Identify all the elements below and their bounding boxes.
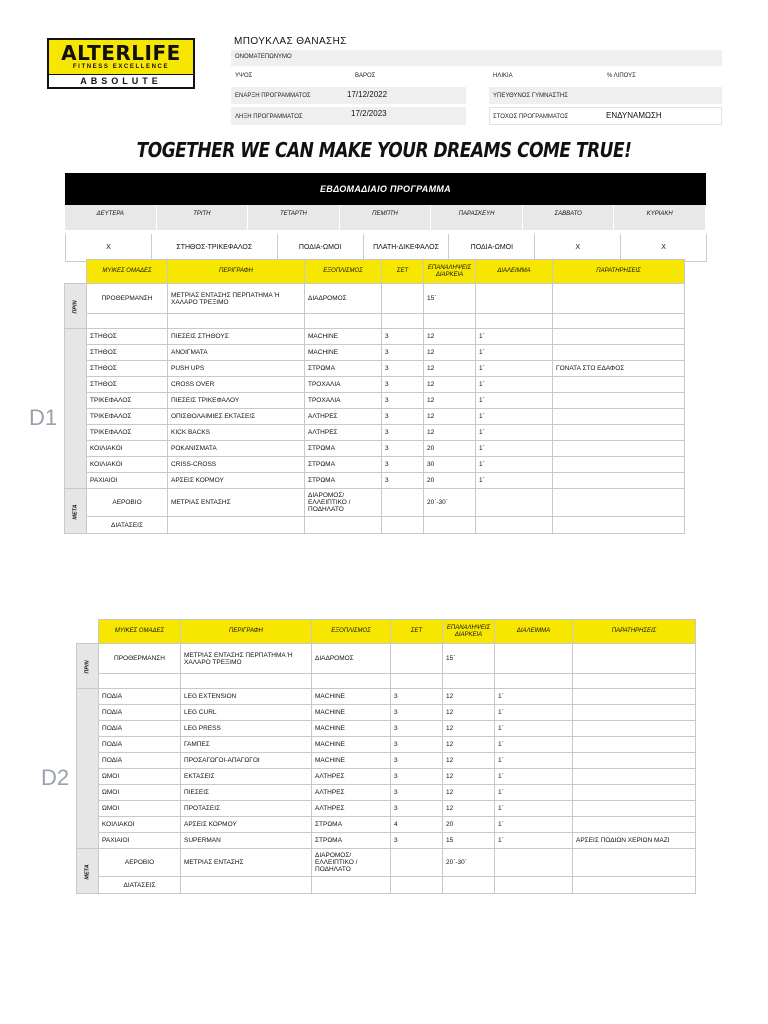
cell-sets: 3 — [382, 361, 424, 377]
table-row — [65, 517, 685, 534]
cell-equipment — [312, 877, 391, 894]
cell-sets: 3 — [391, 801, 443, 817]
cell-equipment: MACHINE — [305, 329, 382, 345]
table-row — [65, 329, 685, 345]
cell-rest: 1΄ — [476, 377, 553, 393]
cell-sets: 3 — [382, 393, 424, 409]
weekly-title: ΕΒΔΟΜΑΔΙΑΙΟ ΠΡΟΓΡΑΜΜΑ — [65, 173, 706, 205]
phase-label-text: ΜΕΤΑ — [84, 863, 91, 880]
start-label: ΕΝΑΡΞΗ ΠΡΟΓΡΑΜΜΑΤΟΣ — [235, 93, 311, 99]
cell-description: LEG PRESS — [181, 721, 312, 737]
cell-sets: 3 — [391, 737, 443, 753]
cell-description: ΡΟΚΑΝΙΣΜΑΤΑ — [168, 441, 305, 457]
cell-equipment: ΣΤΡΩΜΑ — [305, 457, 382, 473]
day-sunday: ΚΥΡΙΑΚΗ — [614, 205, 706, 230]
cell-rest — [476, 517, 553, 534]
empty-cell — [305, 314, 382, 329]
table-row — [65, 473, 685, 489]
table-row — [65, 489, 685, 517]
cell-description: LEG CURL — [181, 705, 312, 721]
cell-equipment: ΔΙΑΡΟΜΟΣ/ ΕΛΛΕΙΠΤΙΚΟ / ΠΟΔΗΛΑΤΟ — [312, 849, 391, 877]
table-row — [77, 833, 696, 849]
cell-notes — [573, 849, 696, 877]
cell-sets: 3 — [382, 377, 424, 393]
table-row — [65, 377, 685, 393]
cell-notes — [553, 329, 685, 345]
cell-rest: 1΄ — [495, 817, 573, 833]
value-tuesday: ΣΤΗΘΟΣ-ΤΡΙΚΕΦΑΛΟΣ — [151, 234, 278, 262]
table-header-row — [77, 620, 696, 644]
cell-sets: 3 — [382, 409, 424, 425]
cell-reps: 12 — [443, 785, 495, 801]
name-bar — [231, 50, 722, 66]
cell-sets — [391, 644, 443, 674]
cell-muscle-group: ΚΟΙΛΙΑΚΟΙ — [87, 457, 168, 473]
cell-muscle-group: ΑΕΡΟΒΙΟ — [99, 849, 181, 877]
cell-notes — [553, 425, 685, 441]
empty-cell — [87, 314, 168, 329]
cell-rest: 1΄ — [495, 769, 573, 785]
cell-reps: 12 — [443, 689, 495, 705]
empty-cell — [168, 314, 305, 329]
value-monday: Χ — [65, 234, 152, 262]
value-friday: ΠΟΔΙΑ-ΩΜΟΙ — [448, 234, 535, 262]
cell-sets: 3 — [391, 689, 443, 705]
header-sets: ΣΕΤ — [391, 620, 443, 644]
day-friday: ΠΑΡΑΣΚΕΥΗ — [431, 205, 523, 230]
cell-equipment: ΣΤΡΩΜΑ — [312, 833, 391, 849]
empty-cell — [424, 314, 476, 329]
cell-description: ΕΚΤΑΣΕΙΣ — [181, 769, 312, 785]
header-equipment: ΕΞΟΠΛΙΣΜΟΣ — [305, 260, 382, 284]
cell-rest — [476, 284, 553, 314]
brand-logo — [47, 38, 195, 89]
cell-notes — [553, 393, 685, 409]
cell-notes — [553, 441, 685, 457]
cell-equipment: ΔΙΑΔΡΟΜΟΣ — [312, 644, 391, 674]
cell-reps: 12 — [443, 801, 495, 817]
day-wednesday: ΤΕΤΑΡΤΗ — [248, 205, 340, 230]
empty-cell — [382, 314, 424, 329]
cell-reps: 12 — [443, 753, 495, 769]
header-notes: ΠΑΡΑΤΗΡΗΣΕΙΣ — [573, 620, 696, 644]
cell-description: ΑΡΣΕΙΣ ΚΟΡΜΟΥ — [181, 817, 312, 833]
table-row — [77, 849, 696, 877]
cell-reps: 15 — [443, 833, 495, 849]
cell-equipment: ΤΡΟΧΑΛΙΑ — [305, 377, 382, 393]
cell-sets: 3 — [391, 785, 443, 801]
cell-rest: 1΄ — [476, 409, 553, 425]
table-row — [77, 817, 696, 833]
cell-notes — [553, 489, 685, 517]
cell-description — [168, 517, 305, 534]
cell-equipment: ΑΛΤΗΡΕΣ — [305, 425, 382, 441]
cell-rest: 1΄ — [495, 801, 573, 817]
goal-value: ΕΝΔΥΝΑΜΩΣΗ — [606, 111, 662, 120]
table-row — [65, 393, 685, 409]
empty-cell — [391, 674, 443, 689]
table-row — [77, 644, 696, 674]
cell-muscle-group: ΩΜΟΙ — [99, 785, 181, 801]
cell-muscle-group: ΠΡΟΘΕΡΜΑΝΣΗ — [87, 284, 168, 314]
empty-cell — [181, 674, 312, 689]
header-spacer — [77, 620, 99, 644]
cell-muscle-group: ΣΤΗΘΟΣ — [87, 377, 168, 393]
day-tuesday: ΤΡΙΤΗ — [157, 205, 249, 230]
cell-description: SUPERMAN — [181, 833, 312, 849]
cell-muscle-group: ΔΙΑΤΑΣΕΙΣ — [87, 517, 168, 534]
cell-muscle-group: ΩΜΟΙ — [99, 769, 181, 785]
empty-cell — [443, 674, 495, 689]
table-row — [77, 737, 696, 753]
cell-rest: 1΄ — [495, 705, 573, 721]
cell-description: ΠΡΟΣΑΓΩΓΟΙ-ΑΠΑΓΩΓΟΙ — [181, 753, 312, 769]
cell-rest: 1΄ — [495, 737, 573, 753]
cell-equipment: MACHINE — [305, 345, 382, 361]
cell-notes — [573, 689, 696, 705]
day-saturday: ΣΑΒΒΑΤΟ — [523, 205, 615, 230]
cell-muscle-group: ΠΡΟΘΕΡΜΑΝΣΗ — [99, 644, 181, 674]
cell-sets — [382, 489, 424, 517]
cell-description: LEG EXTENSION — [181, 689, 312, 705]
cell-equipment: ΣΤΡΩΜΑ — [305, 441, 382, 457]
cell-rest: 1΄ — [495, 753, 573, 769]
day2-label: D2 — [41, 765, 70, 790]
cell-reps: 12 — [424, 425, 476, 441]
cell-reps: 30 — [424, 457, 476, 473]
day1-program-table — [64, 259, 685, 534]
end-label: ΛΗΞΗ ΠΡΟΓΡΑΜΜΑΤΟΣ — [235, 114, 303, 120]
cell-rest: 1΄ — [476, 329, 553, 345]
cell-notes — [573, 705, 696, 721]
cell-equipment: ΣΤΡΩΜΑ — [305, 361, 382, 377]
cell-description: ΜΕΤΡΙΑΣ ΕΝΤΑΣΗΣ — [168, 489, 305, 517]
cell-rest: 1΄ — [476, 345, 553, 361]
cell-sets — [391, 849, 443, 877]
phase-label-pre — [65, 284, 87, 329]
cell-rest: 1΄ — [476, 361, 553, 377]
cell-description: ΠΡΟΤΑΣΕΙΣ — [181, 801, 312, 817]
start-value: 17/12/2022 — [347, 90, 388, 99]
cell-sets: 3 — [391, 705, 443, 721]
table-row — [77, 705, 696, 721]
client-name: ΜΠΟΥΚΛΑΣ ΘΑΝΑΣΗΣ — [234, 36, 347, 47]
cell-description: ΑΝΟΙΓΜΑΤΑ — [168, 345, 305, 361]
cell-sets — [382, 284, 424, 314]
phase-label-post — [77, 849, 99, 894]
cell-notes — [573, 644, 696, 674]
cell-rest: 1΄ — [476, 393, 553, 409]
cell-muscle-group: ΠΟΔΙΑ — [99, 737, 181, 753]
cell-equipment: MACHINE — [312, 689, 391, 705]
cell-reps: 12 — [424, 409, 476, 425]
cell-reps: 20΄-30΄ — [443, 849, 495, 877]
cell-description: ΠΙΕΣΕΙΣ — [181, 785, 312, 801]
cell-equipment: ΑΛΤΗΡΕΣ — [312, 769, 391, 785]
cell-notes — [573, 817, 696, 833]
cell-reps: 20 — [424, 473, 476, 489]
table-row-empty — [65, 314, 685, 329]
cell-notes — [553, 409, 685, 425]
cell-equipment: ΑΛΤΗΡΕΣ — [312, 785, 391, 801]
table-row-empty — [77, 674, 696, 689]
fat-label: % ΛΙΠΟΥΣ — [607, 73, 636, 79]
cell-description: CROSS OVER — [168, 377, 305, 393]
name-label: ΟΝΟΜΑΤΕΠΩΝΥΜΟ — [235, 54, 292, 60]
cell-notes — [553, 457, 685, 473]
cell-rest: 1΄ — [495, 721, 573, 737]
cell-notes — [553, 517, 685, 534]
motto: TOGETHER WE CAN MAKE YOUR DREAMS COME TRUE! — [136, 139, 632, 163]
table-row — [77, 785, 696, 801]
cell-reps: 12 — [424, 329, 476, 345]
table-row — [77, 877, 696, 894]
cell-rest: 1΄ — [495, 785, 573, 801]
cell-description: CRISS-CROSS — [168, 457, 305, 473]
header-notes: ΠΑΡΑΤΗΡΗΣΕΙΣ — [553, 260, 685, 284]
phase-label-main — [77, 689, 99, 849]
cell-muscle-group: ΣΤΗΘΟΣ — [87, 361, 168, 377]
table-row — [65, 457, 685, 473]
height-weight-bar — [231, 70, 466, 84]
value-wednesday: ΠΟΔΙΑ-ΩΜΟΙ — [277, 234, 364, 262]
table-row — [77, 753, 696, 769]
cell-rest: 1΄ — [476, 457, 553, 473]
value-thursday: ΠΛΑΤΗ-ΔΙΚΕΦΑΛΟΣ — [363, 234, 450, 262]
cell-reps: 20΄-30΄ — [424, 489, 476, 517]
cell-reps: 12 — [443, 705, 495, 721]
table-row — [65, 441, 685, 457]
table-header-row — [65, 260, 685, 284]
weight-label: ΒΑΡΟΣ — [355, 73, 376, 79]
cell-notes: ΑΡΣΕΙΣ ΠΟΔΙΩΝ ΧΕΡΙΩΝ ΜΑΖΙ — [573, 833, 696, 849]
header-muscle-groups: ΜΥΙΚΕΣ ΟΜΑΔΕΣ — [99, 620, 181, 644]
empty-cell — [573, 674, 696, 689]
cell-equipment: ΑΛΤΗΡΕΣ — [312, 801, 391, 817]
age-label: ΗΛΙΚΙΑ — [493, 73, 513, 79]
logo-name: ALTERLIFE — [61, 41, 181, 65]
cell-notes: ΓΟΝΑΤΑ ΣΤΟ ΕΔΑΦΟΣ — [553, 361, 685, 377]
cell-sets: 3 — [382, 345, 424, 361]
value-sunday: Χ — [620, 234, 707, 262]
height-label: ΥΨΟΣ — [235, 73, 253, 79]
cell-equipment: ΔΙΑΔΡΟΜΟΣ — [305, 284, 382, 314]
cell-reps: 15΄ — [424, 284, 476, 314]
cell-sets: 3 — [391, 769, 443, 785]
cell-sets — [391, 877, 443, 894]
cell-description: ΜΕΤΡΙΑΣ ΕΝΤΑΣΗΣ — [181, 849, 312, 877]
cell-notes — [553, 377, 685, 393]
cell-muscle-group: ΠΟΔΙΑ — [99, 753, 181, 769]
cell-rest: 1΄ — [495, 833, 573, 849]
empty-cell — [312, 674, 391, 689]
phase-label-text: ΠΡΙΝ — [72, 299, 79, 314]
table-row — [77, 801, 696, 817]
cell-muscle-group: ΚΟΙΛΙΑΚΟΙ — [87, 441, 168, 457]
logo-tagline: FITNESS EXCELLENCE — [72, 64, 170, 70]
cell-notes — [573, 737, 696, 753]
header-equipment: ΕΞΟΠΛΙΣΜΟΣ — [312, 620, 391, 644]
cell-equipment — [305, 517, 382, 534]
cell-description: PUSH UPS — [168, 361, 305, 377]
header-rest: ΔΙΑΛΕΙΜΜΑ — [476, 260, 553, 284]
cell-sets: 3 — [382, 329, 424, 345]
cell-muscle-group: ΩΜΟΙ — [99, 801, 181, 817]
cell-equipment: ΤΡΟΧΑΛΙΑ — [305, 393, 382, 409]
table-row — [77, 689, 696, 705]
cell-rest — [495, 877, 573, 894]
cell-rest: 1΄ — [476, 441, 553, 457]
cell-muscle-group: ΠΟΔΙΑ — [99, 721, 181, 737]
day2-program-table — [76, 619, 696, 894]
goal-label: ΣΤΟΧΟΣ ΠΡΟΓΡΑΜΜΑΤΟΣ — [493, 114, 569, 120]
cell-muscle-group: ΑΕΡΟΒΙΟ — [87, 489, 168, 517]
weekly-days-row — [65, 205, 706, 230]
cell-reps — [443, 877, 495, 894]
cell-reps: 20 — [443, 817, 495, 833]
cell-muscle-group: ΡΑΧΙΑΙΟΙ — [99, 833, 181, 849]
table-row — [65, 409, 685, 425]
weekly-values-row — [65, 234, 706, 262]
cell-equipment: MACHINE — [312, 737, 391, 753]
cell-notes — [573, 721, 696, 737]
cell-reps: 12 — [424, 361, 476, 377]
empty-cell — [553, 314, 685, 329]
cell-description: ΟΠΙΣΘΟΛΑΙΜΙΕΣ ΕΚΤΑΣΕΙΣ — [168, 409, 305, 425]
day1-label: D1 — [29, 405, 58, 430]
cell-reps: 12 — [424, 393, 476, 409]
cell-reps: 12 — [424, 345, 476, 361]
cell-sets: 3 — [382, 473, 424, 489]
cell-equipment: MACHINE — [312, 721, 391, 737]
cell-description: ΓΑΜΠΕΣ — [181, 737, 312, 753]
cell-notes — [573, 769, 696, 785]
cell-notes — [573, 753, 696, 769]
header-reps: ΕΠΑΝΑΛΗΨΕΙΣ ΔΙΑΡΚΕΙΑ — [443, 620, 495, 644]
cell-muscle-group: ΤΡΙΚΕΦΑΛΟΣ — [87, 409, 168, 425]
cell-equipment: MACHINE — [312, 753, 391, 769]
table-row — [77, 769, 696, 785]
phase-label-text: ΜΕΤΑ — [72, 503, 79, 520]
day-monday: ΔΕΥΤΕΡΑ — [65, 205, 157, 230]
cell-reps — [424, 517, 476, 534]
phase-label-text: ΠΡΙΝ — [84, 659, 91, 674]
value-saturday: Χ — [534, 234, 621, 262]
cell-description: KICK BACKS — [168, 425, 305, 441]
cell-muscle-group: ΣΤΗΘΟΣ — [87, 329, 168, 345]
table-row — [65, 284, 685, 314]
cell-muscle-group: ΠΟΔΙΑ — [99, 689, 181, 705]
cell-description: ΠΙΕΣΕΙΣ ΤΡΙΚΕΦΑΛΟΥ — [168, 393, 305, 409]
table-row — [65, 345, 685, 361]
cell-reps: 12 — [443, 721, 495, 737]
cell-description: ΜΕΤΡΙΑΣ ΕΝΤΑΣΗΣ ΠΕΡΠΑΤΗΜΑ Ή ΧΑΛΑΡΟ ΤΡΕΞΙΜΟ — [168, 284, 305, 314]
cell-equipment: ΣΤΡΩΜΑ — [305, 473, 382, 489]
cell-rest: 1΄ — [476, 473, 553, 489]
header-sets: ΣΕΤ — [382, 260, 424, 284]
empty-cell — [99, 674, 181, 689]
cell-description: ΠΙΕΣΕΙΣ ΣΤΗΘΟΥΣ — [168, 329, 305, 345]
phase-label-pre — [77, 644, 99, 689]
empty-cell — [476, 314, 553, 329]
empty-cell — [495, 674, 573, 689]
cell-equipment: ΣΤΡΩΜΑ — [312, 817, 391, 833]
cell-sets: 3 — [382, 441, 424, 457]
cell-equipment: MACHINE — [312, 705, 391, 721]
cell-sets — [382, 517, 424, 534]
phase-label-post — [65, 489, 87, 534]
cell-muscle-group: ΤΡΙΚΕΦΑΛΟΣ — [87, 425, 168, 441]
cell-rest — [495, 849, 573, 877]
header-spacer — [65, 260, 87, 284]
logo-top — [47, 38, 195, 74]
cell-sets: 3 — [391, 753, 443, 769]
table-row — [65, 425, 685, 441]
cell-reps: 15΄ — [443, 644, 495, 674]
table-row — [77, 721, 696, 737]
cell-notes — [553, 345, 685, 361]
cell-sets: 3 — [382, 425, 424, 441]
cell-muscle-group: ΚΟΙΛΙΑΚΟΙ — [99, 817, 181, 833]
header-muscle-groups: ΜΥΙΚΕΣ ΟΜΑΔΕΣ — [87, 260, 168, 284]
cell-muscle-group: ΤΡΙΚΕΦΑΛΟΣ — [87, 393, 168, 409]
cell-description — [181, 877, 312, 894]
weekly-program — [65, 173, 706, 262]
cell-reps: 12 — [443, 769, 495, 785]
cell-sets: 3 — [391, 833, 443, 849]
cell-notes — [573, 801, 696, 817]
cell-notes — [553, 284, 685, 314]
cell-muscle-group: ΣΤΗΘΟΣ — [87, 345, 168, 361]
logo-edition: ABSOLUTE — [47, 74, 195, 89]
day-thursday: ΠΕΜΠΤΗ — [340, 205, 432, 230]
cell-notes — [573, 785, 696, 801]
cell-muscle-group: ΡΑΧΙΑΙΟΙ — [87, 473, 168, 489]
header-rest: ΔΙΑΛΕΙΜΜΑ — [495, 620, 573, 644]
cell-reps: 20 — [424, 441, 476, 457]
cell-reps: 12 — [424, 377, 476, 393]
cell-muscle-group: ΔΙΑΤΑΣΕΙΣ — [99, 877, 181, 894]
cell-equipment: ΔΙΑΡΟΜΟΣ/ ΕΛΛΕΙΠΤΙΚΟ /ΠΟΔΗΛΑΤΟ — [305, 489, 382, 517]
cell-description: ΑΡΣΕΙΣ ΚΟΡΜΟΥ — [168, 473, 305, 489]
cell-rest: 1΄ — [476, 425, 553, 441]
cell-rest — [495, 644, 573, 674]
header-description: ΠΕΡΙΓΡΑΦΗ — [168, 260, 305, 284]
cell-rest: 1΄ — [495, 689, 573, 705]
trainer-label: ΥΠΕΥΘΥΝΟΣ ΓΥΜΝΑΣΤΗΣ — [493, 93, 568, 99]
cell-sets: 3 — [382, 457, 424, 473]
cell-equipment: ΑΛΤΗΡΕΣ — [305, 409, 382, 425]
cell-muscle-group: ΠΟΔΙΑ — [99, 705, 181, 721]
table-row — [65, 361, 685, 377]
cell-rest — [476, 489, 553, 517]
header-reps: ΕΠΑΝΑΛΗΨΕΙΣ ΔΙΑΡΚΕΙΑ — [424, 260, 476, 284]
cell-description: ΜΕΤΡΙΑΣ ΕΝΤΑΣΗΣ ΠΕΡΠΑΤΗΜΑ Ή ΧΑΛΑΡΟ ΤΡΕΞΙΜΟ — [181, 644, 312, 674]
header-description: ΠΕΡΙΓΡΑΦΗ — [181, 620, 312, 644]
phase-label-main — [65, 329, 87, 489]
cell-sets: 3 — [391, 721, 443, 737]
cell-notes — [553, 473, 685, 489]
end-value: 17/2/2023 — [351, 109, 387, 118]
cell-notes — [573, 877, 696, 894]
cell-sets: 4 — [391, 817, 443, 833]
cell-reps: 12 — [443, 737, 495, 753]
